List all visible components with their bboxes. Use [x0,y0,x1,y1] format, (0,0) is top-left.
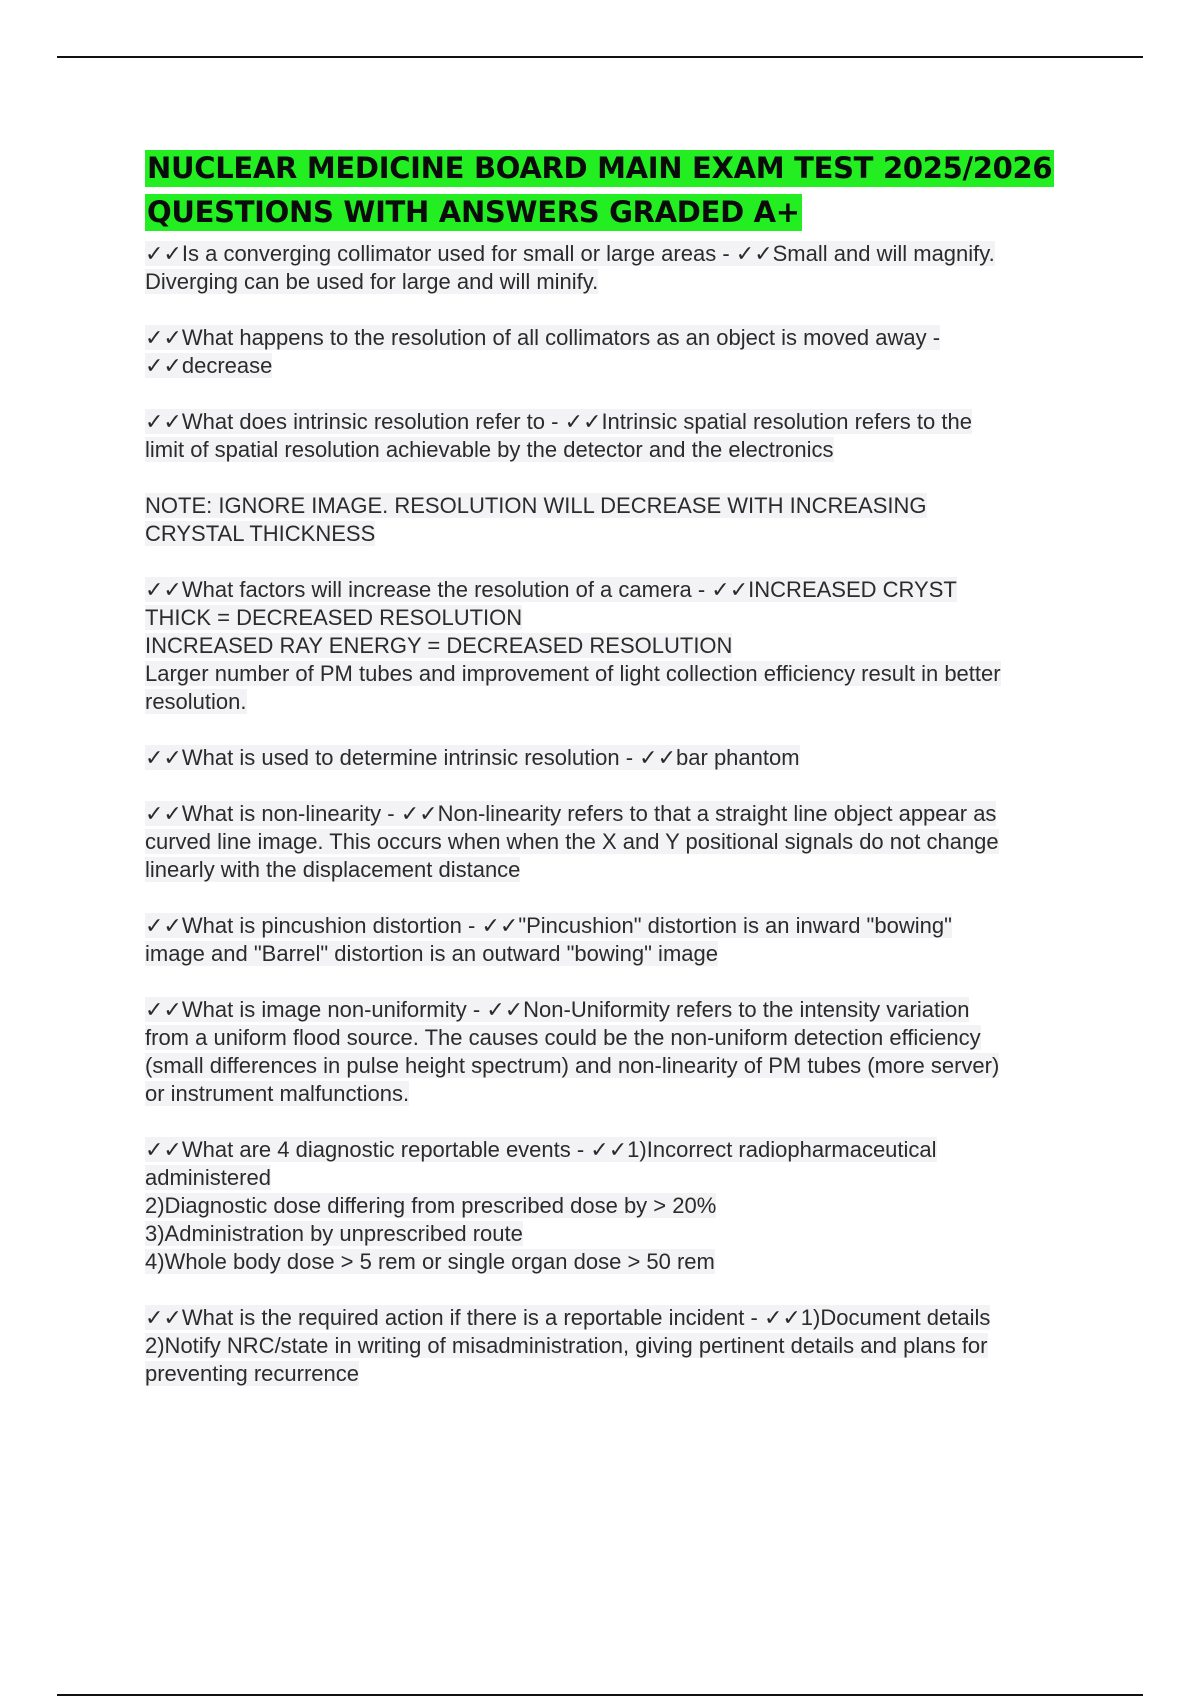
entry-text: preventing recurrence [145,1361,360,1386]
note-entry [145,492,1085,548]
entry-text: ✓✓What is image non-uniformity - ✓✓Non-Uniformity refers to the intensity variation [145,997,970,1022]
entry-text: ✓✓decrease [145,353,273,378]
document-title [145,146,1085,234]
entry-text: ✓✓What are 4 diagnostic reportable events - ✓✓1)Incorrect radiopharmaceutical [145,1137,937,1162]
bottom-rule [57,1694,1143,1696]
top-rule [57,56,1143,58]
entry-text: ✓✓What factors will increase the resolution of a camera - ✓✓INCREASED CRYST [145,577,957,602]
entry-text: 4)Whole body dose > 5 rem or single organ dose > 50 rem [145,1249,715,1274]
qa-entry [145,240,1085,296]
entry-text: 3)Administration by unprescribed route [145,1221,523,1246]
entry-text: Larger number of PM tubes and improvement of light collection efficiency result in better [145,661,1001,686]
entry-text: INCREASED RAY ENERGY = DECREASED RESOLUTION [145,633,733,658]
entry-text: ✓✓What does intrinsic resolution refer to - ✓✓Intrinsic spatial resolution refers to the [145,409,972,434]
entry-text: from a uniform flood source. The causes could be the non-uniform detection efficiency [145,1025,981,1050]
entry-text: curved line image. This occurs when when the X and Y positional signals do not change [145,829,999,854]
entry-text: THICK = DECREASED RESOLUTION [145,605,523,630]
qa-entry [145,408,1085,464]
title-line-2: QUESTIONS WITH ANSWERS GRADED A+ [147,195,800,229]
entry-text: ✓✓What happens to the resolution of all collimators as an object is moved away - [145,325,941,350]
title-highlight [145,150,1054,231]
entry-text: limit of spatial resolution achievable by the detector and the electronics [145,437,834,462]
entry-text: Diverging can be used for large and will minify. [145,269,599,294]
entry-text: (small differences in pulse height spectrum) and non-linearity of PM tubes (more server) [145,1053,1000,1078]
entry-text: linearly with the displacement distance [145,857,521,882]
entry-text: ✓✓What is non-linearity - ✓✓Non-linearity refers to that a straight line object appear as [145,801,997,826]
document-body [145,146,1085,1416]
entry-text: image and "Barrel" distortion is an outward "bowing" image [145,941,718,966]
qa-entry [145,1136,1085,1276]
entry-text: administered [145,1165,271,1190]
qa-entry [145,912,1085,968]
entry-text: or instrument malfunctions. [145,1081,410,1106]
qa-entry [145,576,1085,716]
note-text: CRYSTAL THICKNESS [145,521,376,546]
entry-text: 2)Diagnostic dose differing from prescribed dose by > 20% [145,1193,717,1218]
title-line-1: NUCLEAR MEDICINE BOARD MAIN EXAM TEST 2025/2026 [147,151,1053,185]
entry-text: ✓✓What is pincushion distortion - ✓✓"Pincushion" distortion is an inward "bowing" [145,913,952,938]
qa-entry [145,996,1085,1108]
entry-text: ✓✓Is a converging collimator used for small or large areas - ✓✓Small and will magnify. [145,241,995,266]
entry-text: ✓✓What is used to determine intrinsic resolution - ✓✓bar phantom [145,745,800,770]
entry-text: 2)Notify NRC/state in writing of misadministration, giving pertinent details and plans for [145,1333,988,1358]
entry-text: ✓✓What is the required action if there is a reportable incident - ✓✓1)Document details [145,1305,991,1330]
qa-entry [145,324,1085,380]
qa-entry [145,800,1085,884]
qa-entry [145,744,1085,772]
entry-text: resolution. [145,689,247,714]
note-text: NOTE: IGNORE IMAGE. RESOLUTION WILL DECREASE WITH INCREASING [145,493,927,518]
qa-entry [145,1304,1085,1388]
